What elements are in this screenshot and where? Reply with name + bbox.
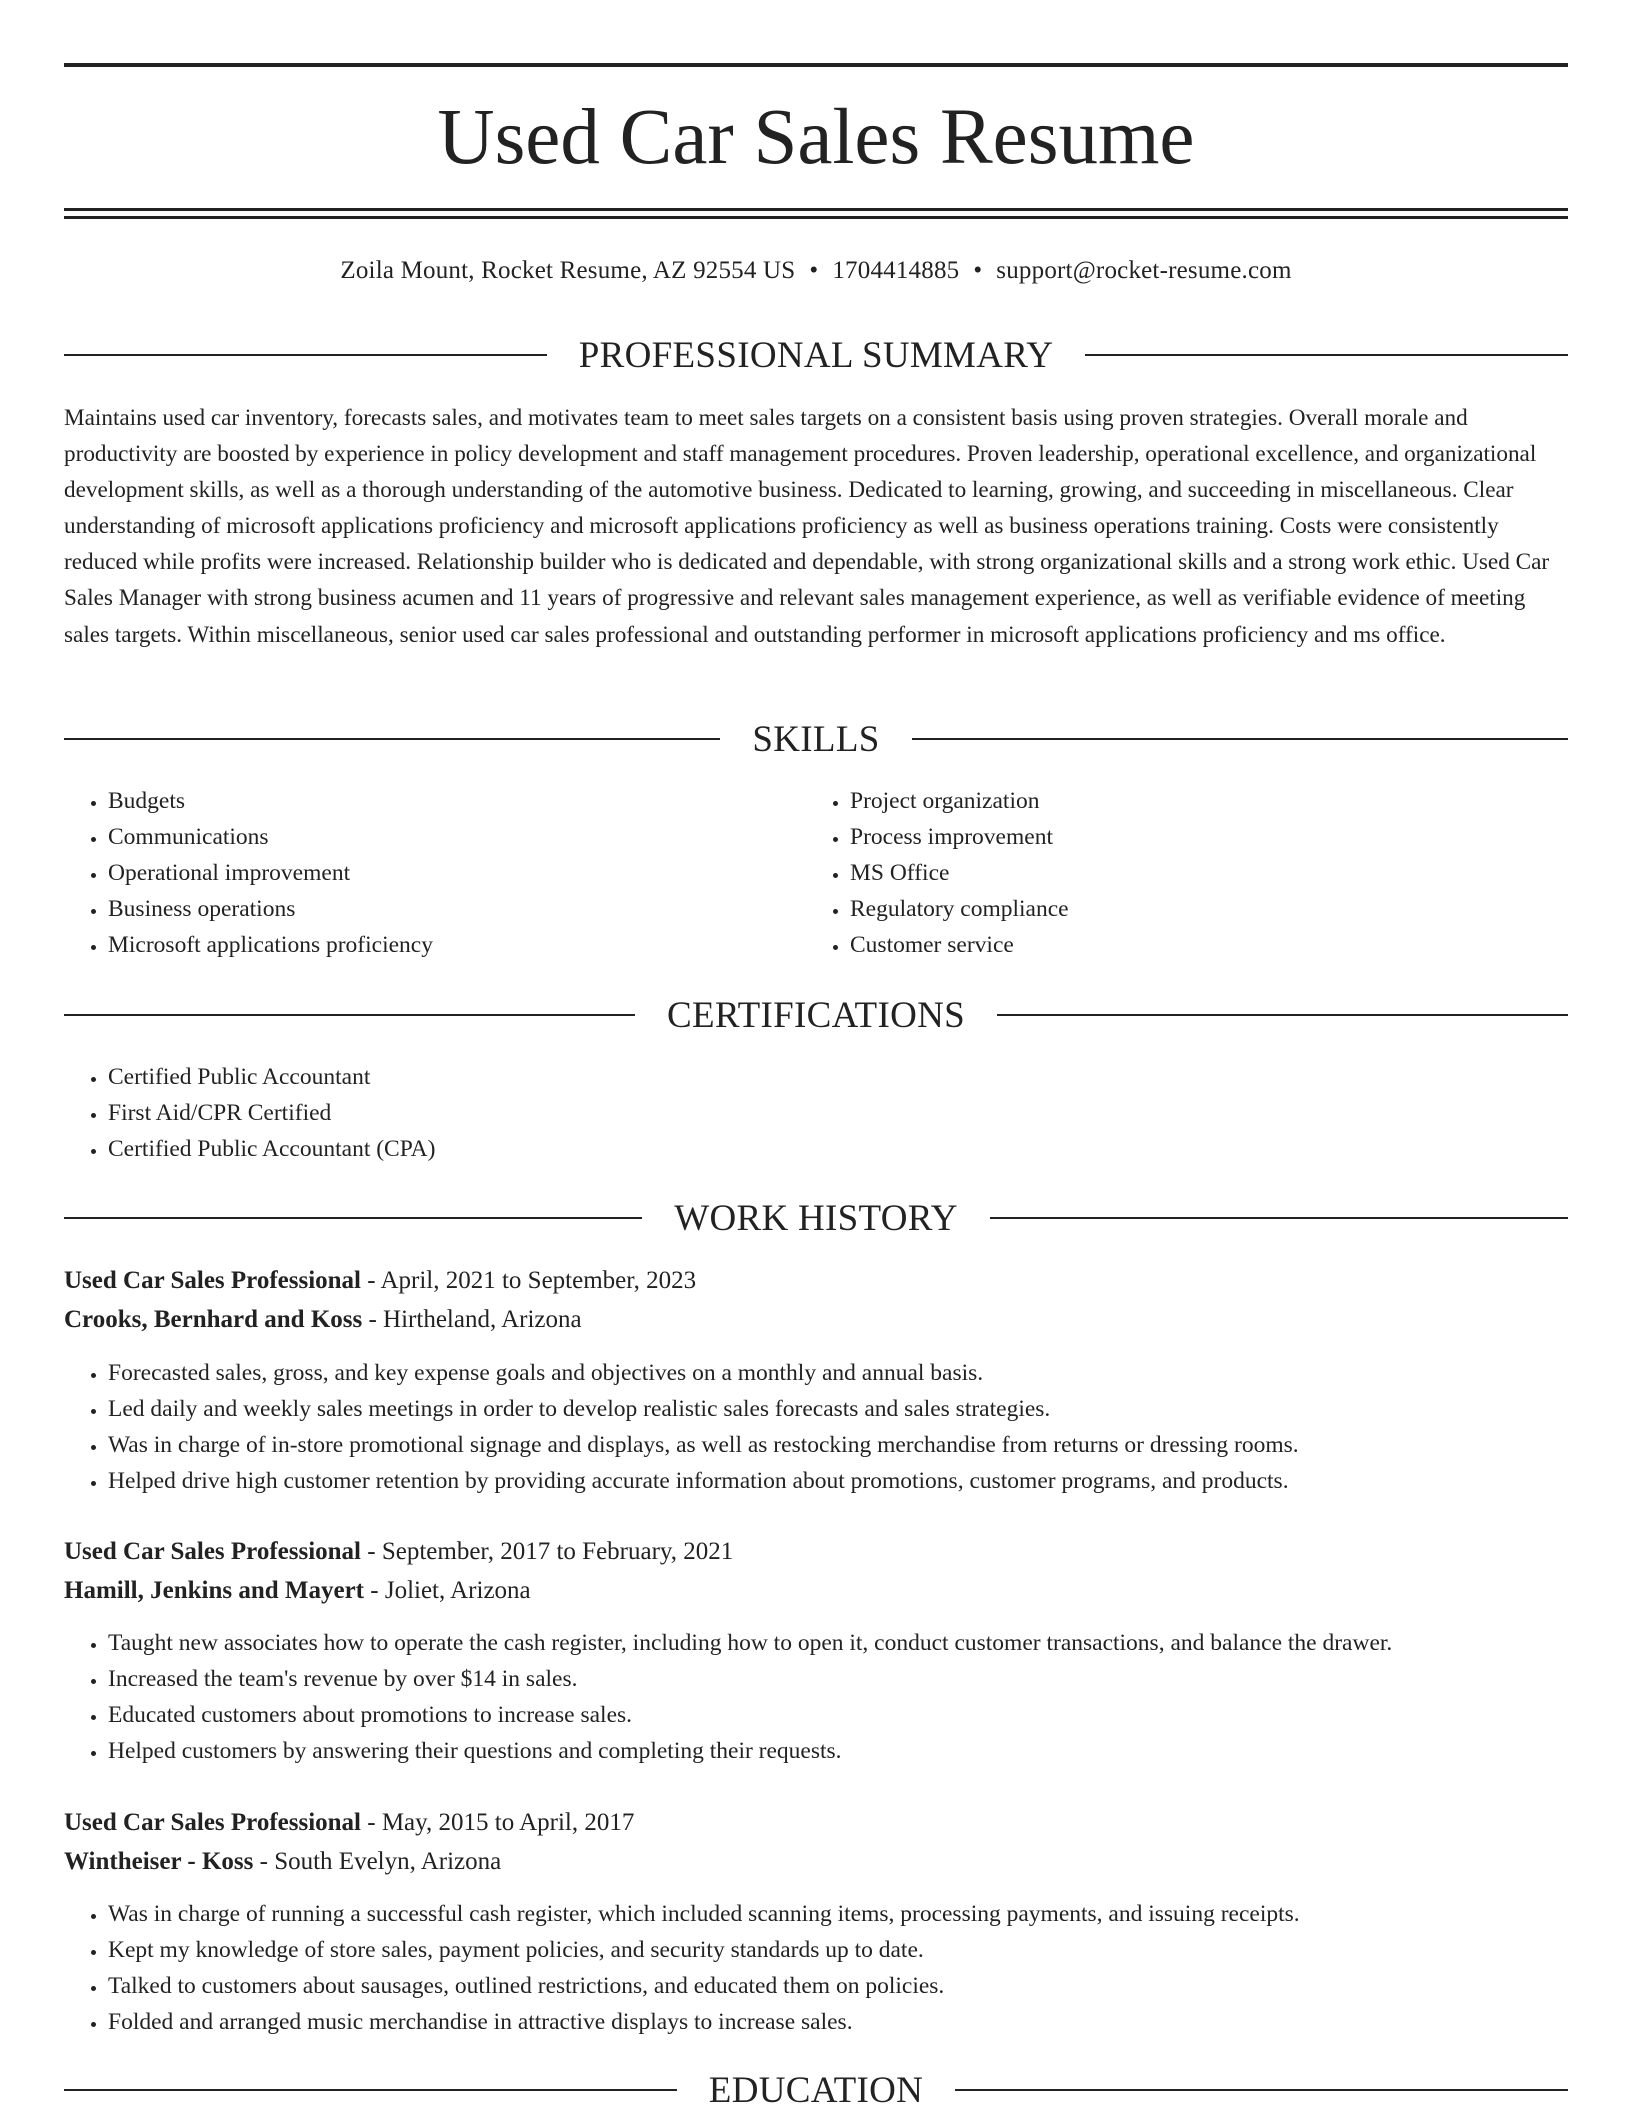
job-company: Hamill, Jenkins and Mayert bbox=[64, 1577, 365, 1604]
contact-email: support@rocket-resume.com bbox=[996, 257, 1292, 284]
job-company-line: Wintheiser - Koss - South Evelyn, Arizona bbox=[64, 1848, 502, 1875]
section-title: WORK HISTORY bbox=[674, 1197, 958, 1239]
job-company-line: Hamill, Jenkins and Mayert - Joliet, Arizona bbox=[64, 1577, 531, 1604]
section-header-work-history bbox=[64, 1195, 1568, 1241]
skill-item: • Project organization bbox=[850, 783, 1550, 819]
section-divider bbox=[64, 354, 547, 356]
section-divider bbox=[64, 1217, 642, 1219]
section-header-summary bbox=[64, 332, 1568, 378]
skill-item: • Microsoft applications proficiency bbox=[108, 927, 808, 963]
skill-item: • Customer service bbox=[850, 927, 1550, 963]
contact-line bbox=[64, 254, 1568, 288]
certifications-list bbox=[64, 1059, 1508, 1167]
section-title: PROFESSIONAL SUMMARY bbox=[578, 334, 1054, 376]
contact-phone: 1704414885 bbox=[832, 257, 960, 284]
skill-item: • Business operations bbox=[108, 891, 808, 927]
job-location: Hirtheland, Arizona bbox=[383, 1306, 582, 1333]
section-divider bbox=[990, 1217, 1568, 1219]
job-bullets bbox=[64, 1896, 1608, 2040]
job-bullet: • Folded and arranged music merchandise in attractive displays to increase sales. bbox=[108, 2004, 1608, 2040]
section-title: SKILLS bbox=[752, 718, 880, 760]
section-header-certifications bbox=[64, 992, 1568, 1038]
skill-item: • Operational improvement bbox=[108, 855, 808, 891]
section-header-education bbox=[64, 2067, 1568, 2113]
skill-item: • Communications bbox=[108, 819, 808, 855]
skill-item: • Regulatory compliance bbox=[850, 891, 1550, 927]
summary-paragraph: Maintains used car inventory, forecasts sales, and motivates team to meet sales targets on a consistent basis using proven strategies. Overall morale and productivity are boosted by experience in policy development and staff management procedures. Proven leadership, operational excellence, and organizational development skills, as well as a thorough understanding of the automotive business. Dedicated to learning, growing, and succeeding in miscellaneous. Clear understanding of microsoft applications proficiency and microsoft applications proficiency as well as business operations training. Costs were consistently reduced while profits were increased. Relationship builder who is dedicated and dependable, with strong organizational skills and a strong work ethic. Used Car Sales Manager with strong business acumen and 11 years of progressive and relevant sales management experience, as well as verifiable evidence of meeting sales targets. Within miscellaneous, senior used car sales professional and outstanding performer in microsoft applications proficiency and ms office. bbox=[64, 405, 1550, 648]
job-company: Wintheiser - Koss bbox=[64, 1848, 254, 1875]
job-title-line: Used Car Sales Professional - April, 2021 to September, 2023 bbox=[64, 1267, 697, 1294]
skill-item: • Process improvement bbox=[850, 819, 1550, 855]
job-bullet: • Led daily and weekly sales meetings in order to develop realistic sales forecasts and sales strategies. bbox=[108, 1391, 1608, 1427]
section-divider bbox=[64, 738, 720, 740]
job-title: Used Car Sales Professional bbox=[64, 1538, 361, 1565]
job-bullet: • Kept my knowledge of store sales, payment policies, and security standards up to date. bbox=[108, 1932, 1608, 1968]
section-divider bbox=[912, 738, 1568, 740]
job-title-line: Used Car Sales Professional - May, 2015 to April, 2017 bbox=[64, 1809, 635, 1836]
job-bullet: • Educated customers about promotions to increase sales. bbox=[108, 1697, 1608, 1733]
certification-item: • Certified Public Accountant (CPA) bbox=[108, 1131, 1508, 1167]
skill-item: • MS Office bbox=[850, 855, 1550, 891]
job-bullet: • Was in charge of running a successful cash register, which included scanning items, processing payments, and issuing receipts. bbox=[108, 1896, 1608, 1932]
section-divider bbox=[64, 2089, 677, 2091]
section-header-skills bbox=[64, 716, 1568, 762]
section-title: EDUCATION bbox=[708, 2069, 924, 2111]
job-company-line: Crooks, Bernhard and Koss - Hirtheland, Arizona bbox=[64, 1306, 582, 1333]
certification-item: • First Aid/CPR Certified bbox=[108, 1095, 1508, 1131]
job-title-line: Used Car Sales Professional - September, 2017 to February, 2021 bbox=[64, 1538, 734, 1565]
job-dates: April, 2021 to September, 2023 bbox=[380, 1267, 697, 1294]
certification-item: • Certified Public Accountant bbox=[108, 1059, 1508, 1095]
section-title: CERTIFICATIONS bbox=[667, 994, 965, 1036]
job-bullet: • Forecasted sales, gross, and key expense goals and objectives on a monthly and annual basis. bbox=[108, 1355, 1608, 1391]
job-company: Crooks, Bernhard and Koss bbox=[64, 1306, 363, 1333]
section-divider bbox=[1085, 354, 1568, 356]
job-bullet: • Increased the team's revenue by over $14 in sales. bbox=[108, 1661, 1608, 1697]
job-bullets bbox=[64, 1625, 1608, 1769]
job-bullet: • Taught new associates how to operate the cash register, including how to open it, conduct customer transactions, and balance the drawer. bbox=[108, 1625, 1608, 1661]
contact-separator: • bbox=[973, 257, 983, 284]
title-rule-lower bbox=[64, 216, 1568, 219]
job-location: South Evelyn, Arizona bbox=[274, 1848, 502, 1875]
top-rule bbox=[64, 63, 1568, 67]
job-bullet: • Helped drive high customer retention by providing accurate information about promotions, customer programs, and products. bbox=[108, 1463, 1608, 1499]
contact-address: Zoila Mount, Rocket Resume, AZ 92554 US bbox=[340, 257, 796, 284]
skill-item: • Budgets bbox=[108, 783, 808, 819]
job-title: Used Car Sales Professional bbox=[64, 1267, 361, 1294]
job-bullets bbox=[64, 1355, 1608, 1499]
job-dates: September, 2017 to February, 2021 bbox=[381, 1538, 734, 1565]
title-rule-upper bbox=[64, 208, 1568, 211]
skills-list-right bbox=[806, 783, 1550, 963]
job-dates: May, 2015 to April, 2017 bbox=[381, 1809, 635, 1836]
section-divider bbox=[64, 1014, 635, 1016]
job-location: Joliet, Arizona bbox=[384, 1577, 531, 1604]
job-bullet: • Talked to customers about sausages, outlined restrictions, and educated them on policies. bbox=[108, 1968, 1608, 2004]
job-bullet: • Helped customers by answering their questions and completing their requests. bbox=[108, 1733, 1608, 1769]
section-divider bbox=[997, 1014, 1568, 1016]
contact-separator: • bbox=[809, 257, 819, 284]
section-divider bbox=[955, 2089, 1568, 2091]
job-title: Used Car Sales Professional bbox=[64, 1809, 361, 1836]
resume-title: Used Car Sales Resume bbox=[437, 94, 1195, 181]
skills-list-left bbox=[64, 783, 808, 963]
job-bullet: • Was in charge of in-store promotional signage and displays, as well as restocking merchandise from returns or dressing rooms. bbox=[108, 1427, 1608, 1463]
